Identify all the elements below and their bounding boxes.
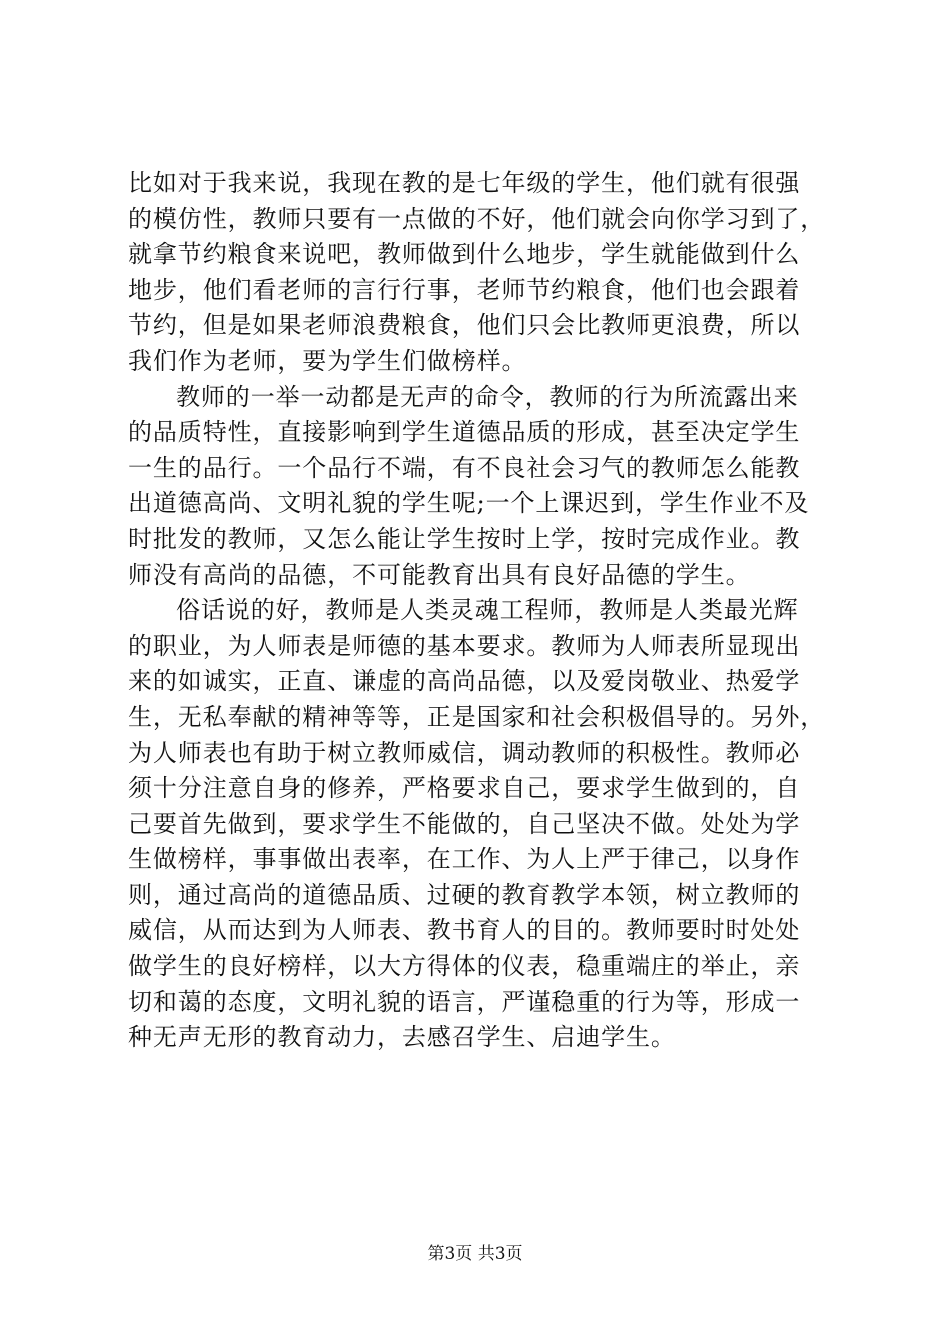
- paragraph-1-line: 我们作为老师，要为学生们做榜样。: [128, 346, 527, 375]
- paragraph-3-line: 来的如诚实，正直、谦虚的高尚品德，以及爱岗敬业、热爱学: [128, 667, 801, 696]
- paragraph-1-line: 就拿节约粮食来说吧，教师做到什么地步，学生就能做到什么: [128, 240, 801, 269]
- page-footer: 第3页 共3页: [427, 1244, 523, 1264]
- body-text: [128, 166, 828, 1056]
- paragraph-1-line: 地步，他们看老师的言行行事，老师节约粮食，他们也会跟着: [128, 275, 801, 304]
- paragraph-3-line: 己要首先做到，要求学生不能做的，自己坚决不做。处处为学: [128, 809, 801, 838]
- paragraph-2-line: 教师的一举一动都是无声的命令，教师的行为所流露出来: [176, 382, 799, 411]
- paragraph-3-line: 的职业，为人师表是师德的基本要求。教师为人师表所显现出: [128, 631, 801, 660]
- paragraph-2-line: 时批发的教师，又怎么能让学生按时上学，按时完成作业。教: [128, 524, 801, 553]
- paragraph-3-line: 做学生的良好榜样，以大方得体的仪表，稳重端庄的举止，亲: [128, 952, 801, 981]
- paragraph-2-line: 一生的品行。一个品行不端，有不良社会习气的教师怎么能教: [128, 453, 801, 482]
- paragraph-3-line: 为人师表也有助于树立教师威信，调动教师的积极性。教师必: [128, 738, 801, 767]
- paragraph-3-line: 切和蔼的态度，文明礼貌的语言，严谨稳重的行为等，形成一: [128, 987, 801, 1016]
- paragraph-3-line: 则，通过高尚的道德品质、过硬的教育教学本领，树立教师的: [128, 880, 801, 909]
- paragraph-3-line: 生做榜样，事事做出表率，在工作、为人上严于律己，以身作: [128, 845, 801, 874]
- paragraph-1-line: 的模仿性，教师只要有一点做的不好，他们就会向你学习到了，: [128, 204, 826, 233]
- paragraph-3-line: 威信，从而达到为人师表、教书育人的目的。教师要时时处处: [128, 916, 801, 945]
- paragraph-3-line: 生，无私奉献的精神等等，正是国家和社会积极倡导的。另外，: [128, 702, 826, 731]
- paragraph-2-line: 师没有高尚的品德，不可能教育出具有良好品德的学生。: [128, 560, 751, 589]
- paragraph-3-line: 俗话说的好，教师是人类灵魂工程师，教师是人类最光辉: [176, 596, 799, 625]
- paragraph-3-line: 须十分注意自身的修养，严格要求自己，要求学生做到的，自: [128, 774, 801, 803]
- paragraph-2-line: 出道德高尚、文明礼貌的学生呢;一个上课迟到，学生作业不及: [128, 489, 810, 518]
- paragraph-3-line: 种无声无形的教育动力，去感召学生、启迪学生。: [128, 1023, 676, 1052]
- paragraph-2-line: 的品质特性，直接影响到学生道德品质的形成，甚至决定学生: [128, 418, 801, 447]
- paragraph-1-line: 节约，但是如果老师浪费粮食，他们只会比教师更浪费，所以: [128, 311, 801, 340]
- paragraph-1-line: 比如对于我来说，我现在教的是七年级的学生，他们就有很强: [128, 169, 801, 197]
